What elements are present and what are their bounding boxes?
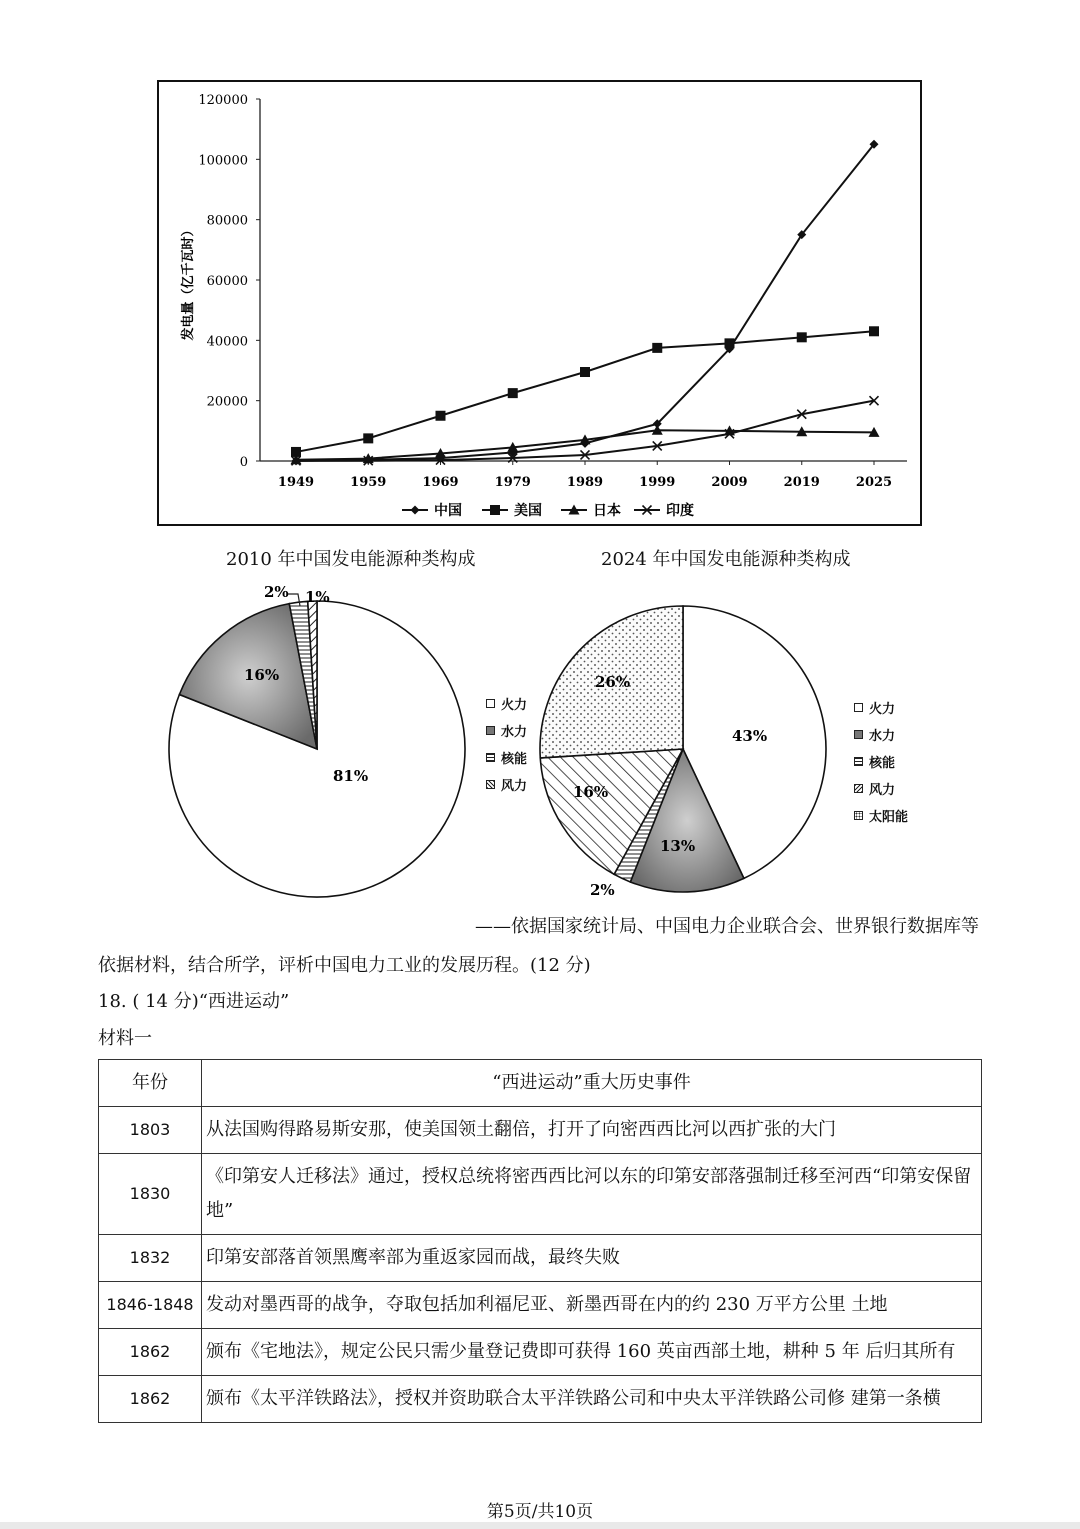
y-tick-label: 100000 bbox=[198, 153, 248, 169]
legend-label-中国: 中国 bbox=[434, 503, 462, 519]
legend-marker-美国 bbox=[490, 505, 500, 515]
table-row bbox=[99, 1329, 982, 1376]
pie-2010-chart bbox=[160, 580, 480, 910]
y-tick-label: 0 bbox=[239, 455, 248, 470]
x-tick-label: 1979 bbox=[494, 475, 531, 490]
y-tick-label: 60000 bbox=[206, 274, 248, 289]
data-point-美国 bbox=[363, 433, 373, 443]
line-chart bbox=[157, 80, 922, 526]
page-number: 第5页/共10页 bbox=[486, 1502, 594, 1522]
header-event: “西进运动”重大历史事件 bbox=[202, 1060, 982, 1107]
pie-2024-label-nuclear: 2% bbox=[590, 881, 615, 899]
data-point-美国 bbox=[797, 332, 807, 342]
row-year: 1862 bbox=[99, 1329, 202, 1376]
legend-label-日本: 日本 bbox=[593, 503, 621, 519]
pie-2024-label-wind: 16% bbox=[573, 783, 609, 801]
y-tick-label: 80000 bbox=[206, 213, 248, 229]
table-row bbox=[99, 1376, 982, 1423]
y-axis-label: 发电量（亿千瓦时） bbox=[181, 223, 196, 341]
pie-2024-legend bbox=[854, 698, 908, 825]
line-chart-svg bbox=[159, 82, 920, 524]
legend-2024-hydro: 水力 bbox=[854, 725, 908, 744]
legend-label-美国: 美国 bbox=[514, 503, 542, 519]
row-event: 《印第安人迁移法》通过，授权总统将密西西比河以东的印第安部落强制迁移至河西“印第安保留地” bbox=[202, 1154, 982, 1235]
legend-2024-thermal: 火力 bbox=[854, 698, 908, 717]
row-year: 1832 bbox=[99, 1235, 202, 1282]
row-event: 从法国购得路易斯安那，使美国领土翻倍，打开了向密西西比河以西扩张的大门 bbox=[202, 1107, 982, 1154]
data-point-美国 bbox=[508, 388, 518, 398]
x-tick-label: 2025 bbox=[855, 475, 893, 490]
table-header-row bbox=[99, 1060, 982, 1107]
question-17-prompt: 依据材料，结合所学，评析中国电力工业的发展历程。(12 分) bbox=[98, 955, 591, 976]
row-event: 颁布《宅地法》，规定公民只需少量登记费即可获得 160 英亩西部土地，耕种 5 年 后归其所有 bbox=[202, 1329, 982, 1376]
legend-marker-中国 bbox=[411, 506, 420, 515]
x-tick-label: 1989 bbox=[566, 475, 604, 490]
row-year: 1803 bbox=[99, 1107, 202, 1154]
y-tick-label: 40000 bbox=[206, 334, 248, 350]
pie-2010-legend bbox=[486, 694, 527, 794]
question-18-title: 18. ( 14 分)“西进运动” bbox=[98, 991, 290, 1012]
x-tick-label: 2019 bbox=[783, 475, 820, 490]
data-point-美国 bbox=[869, 326, 879, 336]
row-year: 1846-1848 bbox=[99, 1282, 202, 1329]
table-row bbox=[99, 1282, 982, 1329]
source-note: ——依据国家统计局、中国电力企业联合会、世界银行数据库等 bbox=[475, 916, 979, 937]
row-event: 印第安部落首领黑鹰率部为重返家园而战，最终失败 bbox=[202, 1235, 982, 1282]
pie-2024-title: 2024 年中国发电能源种类构成 bbox=[601, 549, 851, 570]
x-tick-label: 1959 bbox=[350, 475, 387, 490]
pie-2024-label-thermal: 43% bbox=[732, 727, 768, 745]
pie-2010-title: 2010 年中国发电能源种类构成 bbox=[226, 549, 476, 570]
legend-2010-thermal: 火力 bbox=[486, 694, 527, 713]
pie-2024-label-hydro: 13% bbox=[660, 837, 696, 855]
legend-2010-wind: 风力 bbox=[486, 775, 527, 794]
table-row bbox=[99, 1235, 982, 1282]
x-tick-label: 1969 bbox=[422, 475, 459, 490]
row-event: 颁布《太平洋铁路法》，授权并资助联合太平洋铁路公司和中央太平洋铁路公司修 建第一条横 bbox=[202, 1376, 982, 1423]
legend-2024-solar: 太阳能 bbox=[854, 806, 908, 825]
row-event: 发动对墨西哥的战争，夺取包括加利福尼亚、新墨西哥在内的约 230 万平方公里 土地 bbox=[202, 1282, 982, 1329]
pie-2024-label-solar: 26% bbox=[595, 673, 631, 691]
row-year: 1862 bbox=[99, 1376, 202, 1423]
header-year: 年份 bbox=[99, 1060, 202, 1107]
pie-2010-label-nuclear: 2% bbox=[264, 583, 289, 601]
legend-2024-nuclear: 核能 bbox=[854, 752, 908, 771]
westward-events-table bbox=[98, 1059, 982, 1423]
pie-2010-label-thermal: 81% bbox=[333, 767, 369, 785]
material-label: 材料一 bbox=[98, 1028, 152, 1049]
x-tick-label: 1949 bbox=[277, 475, 315, 490]
table-row bbox=[99, 1154, 982, 1235]
series-line-中国 bbox=[296, 144, 874, 461]
data-point-美国 bbox=[725, 338, 735, 348]
table-row bbox=[99, 1107, 982, 1154]
data-point-美国 bbox=[580, 367, 590, 377]
legend-2010-nuclear: 核能 bbox=[486, 748, 527, 767]
row-year: 1830 bbox=[99, 1154, 202, 1235]
y-tick-label: 120000 bbox=[198, 93, 248, 108]
legend-2010-hydro: 水力 bbox=[486, 721, 527, 740]
data-point-美国 bbox=[652, 343, 662, 353]
data-point-美国 bbox=[436, 411, 446, 421]
pie-2024-chart bbox=[530, 600, 840, 900]
series-line-美国 bbox=[296, 331, 874, 452]
pie-2010-label-wind: 1% bbox=[305, 588, 330, 606]
pie-2010-label-hydro: 16% bbox=[244, 666, 280, 684]
x-tick-label: 1999 bbox=[639, 475, 676, 490]
y-tick-label: 20000 bbox=[206, 394, 248, 410]
bottom-strip bbox=[0, 1522, 1080, 1529]
legend-2024-wind: 风力 bbox=[854, 779, 908, 798]
legend-label-印度: 印度 bbox=[666, 503, 694, 519]
x-tick-label: 2009 bbox=[711, 475, 748, 490]
